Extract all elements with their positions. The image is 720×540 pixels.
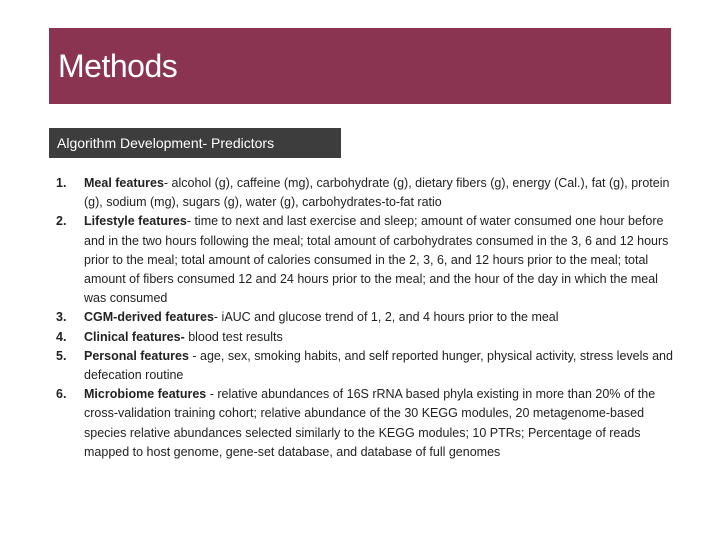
feature-label: Meal features (84, 176, 164, 190)
feature-label: CGM-derived features (84, 310, 214, 325)
item-number: 4. (56, 329, 67, 344)
list-item (56, 212, 682, 308)
page-title: Methods (58, 48, 178, 84)
item-number: 3. (56, 310, 67, 325)
item-number: 2. (56, 214, 67, 229)
list-item (56, 308, 682, 327)
feature-description: - time to next and last exercise and sleep; amount of water consumed one hour before and in the two hours following the meal; total amount of carbohydrates consumed in the 3, 6 and 12 hours prior to the meal; total amount of calories consumed in the 2, 3, 6, and 12 hours prior to the meal; total amount of fibers consumed 12 and 24 hours prior to the meal; and the hour of the day in which the meal was consumed (84, 214, 669, 306)
item-number: 6. (56, 387, 67, 402)
list-item (56, 385, 682, 462)
feature-label: Microbiome features (84, 387, 207, 402)
list-item (56, 174, 682, 212)
list-item (56, 347, 682, 385)
title-banner (49, 28, 671, 104)
subheading-banner (49, 128, 341, 158)
feature-description: - iAUC and glucose trend of 1, 2, and 4 hours prior to the meal (213, 310, 559, 325)
feature-label: Clinical features- (84, 329, 185, 344)
feature-description: - relative abundances of 16S rRNA based phyla existing in more than 20% of the cross-validation training cohort; relative abundance of the 30 KEGG modules, 20 metagenome-based species relative abundances selected similarly to the KEGG modules; 10 PTRs; Percentage of reads mapped to host genome, gene-set database, and database of full genomes (84, 387, 656, 459)
feature-label: Personal features (84, 348, 189, 363)
list-item (56, 328, 682, 347)
subheading: Algorithm Development- Predictors (57, 135, 275, 151)
item-number: 1. (56, 176, 67, 190)
feature-description: - alcohol (g), caffeine (mg), carbohydrate (g), dietary fibers (g), energy (Cal.), fat (g), protein (g), sodium (mg), sugars (g), water (g), carbohydrates-to-fat ratio (84, 176, 670, 210)
feature-label: Lifestyle features (84, 214, 187, 229)
item-number: 5. (56, 348, 67, 363)
feature-description: - age, sex, smoking habits, and self reported hunger, physical activity, stress levels and defecation routine (84, 348, 673, 383)
predictor-list (56, 174, 682, 462)
feature-description: blood test results (184, 329, 283, 344)
